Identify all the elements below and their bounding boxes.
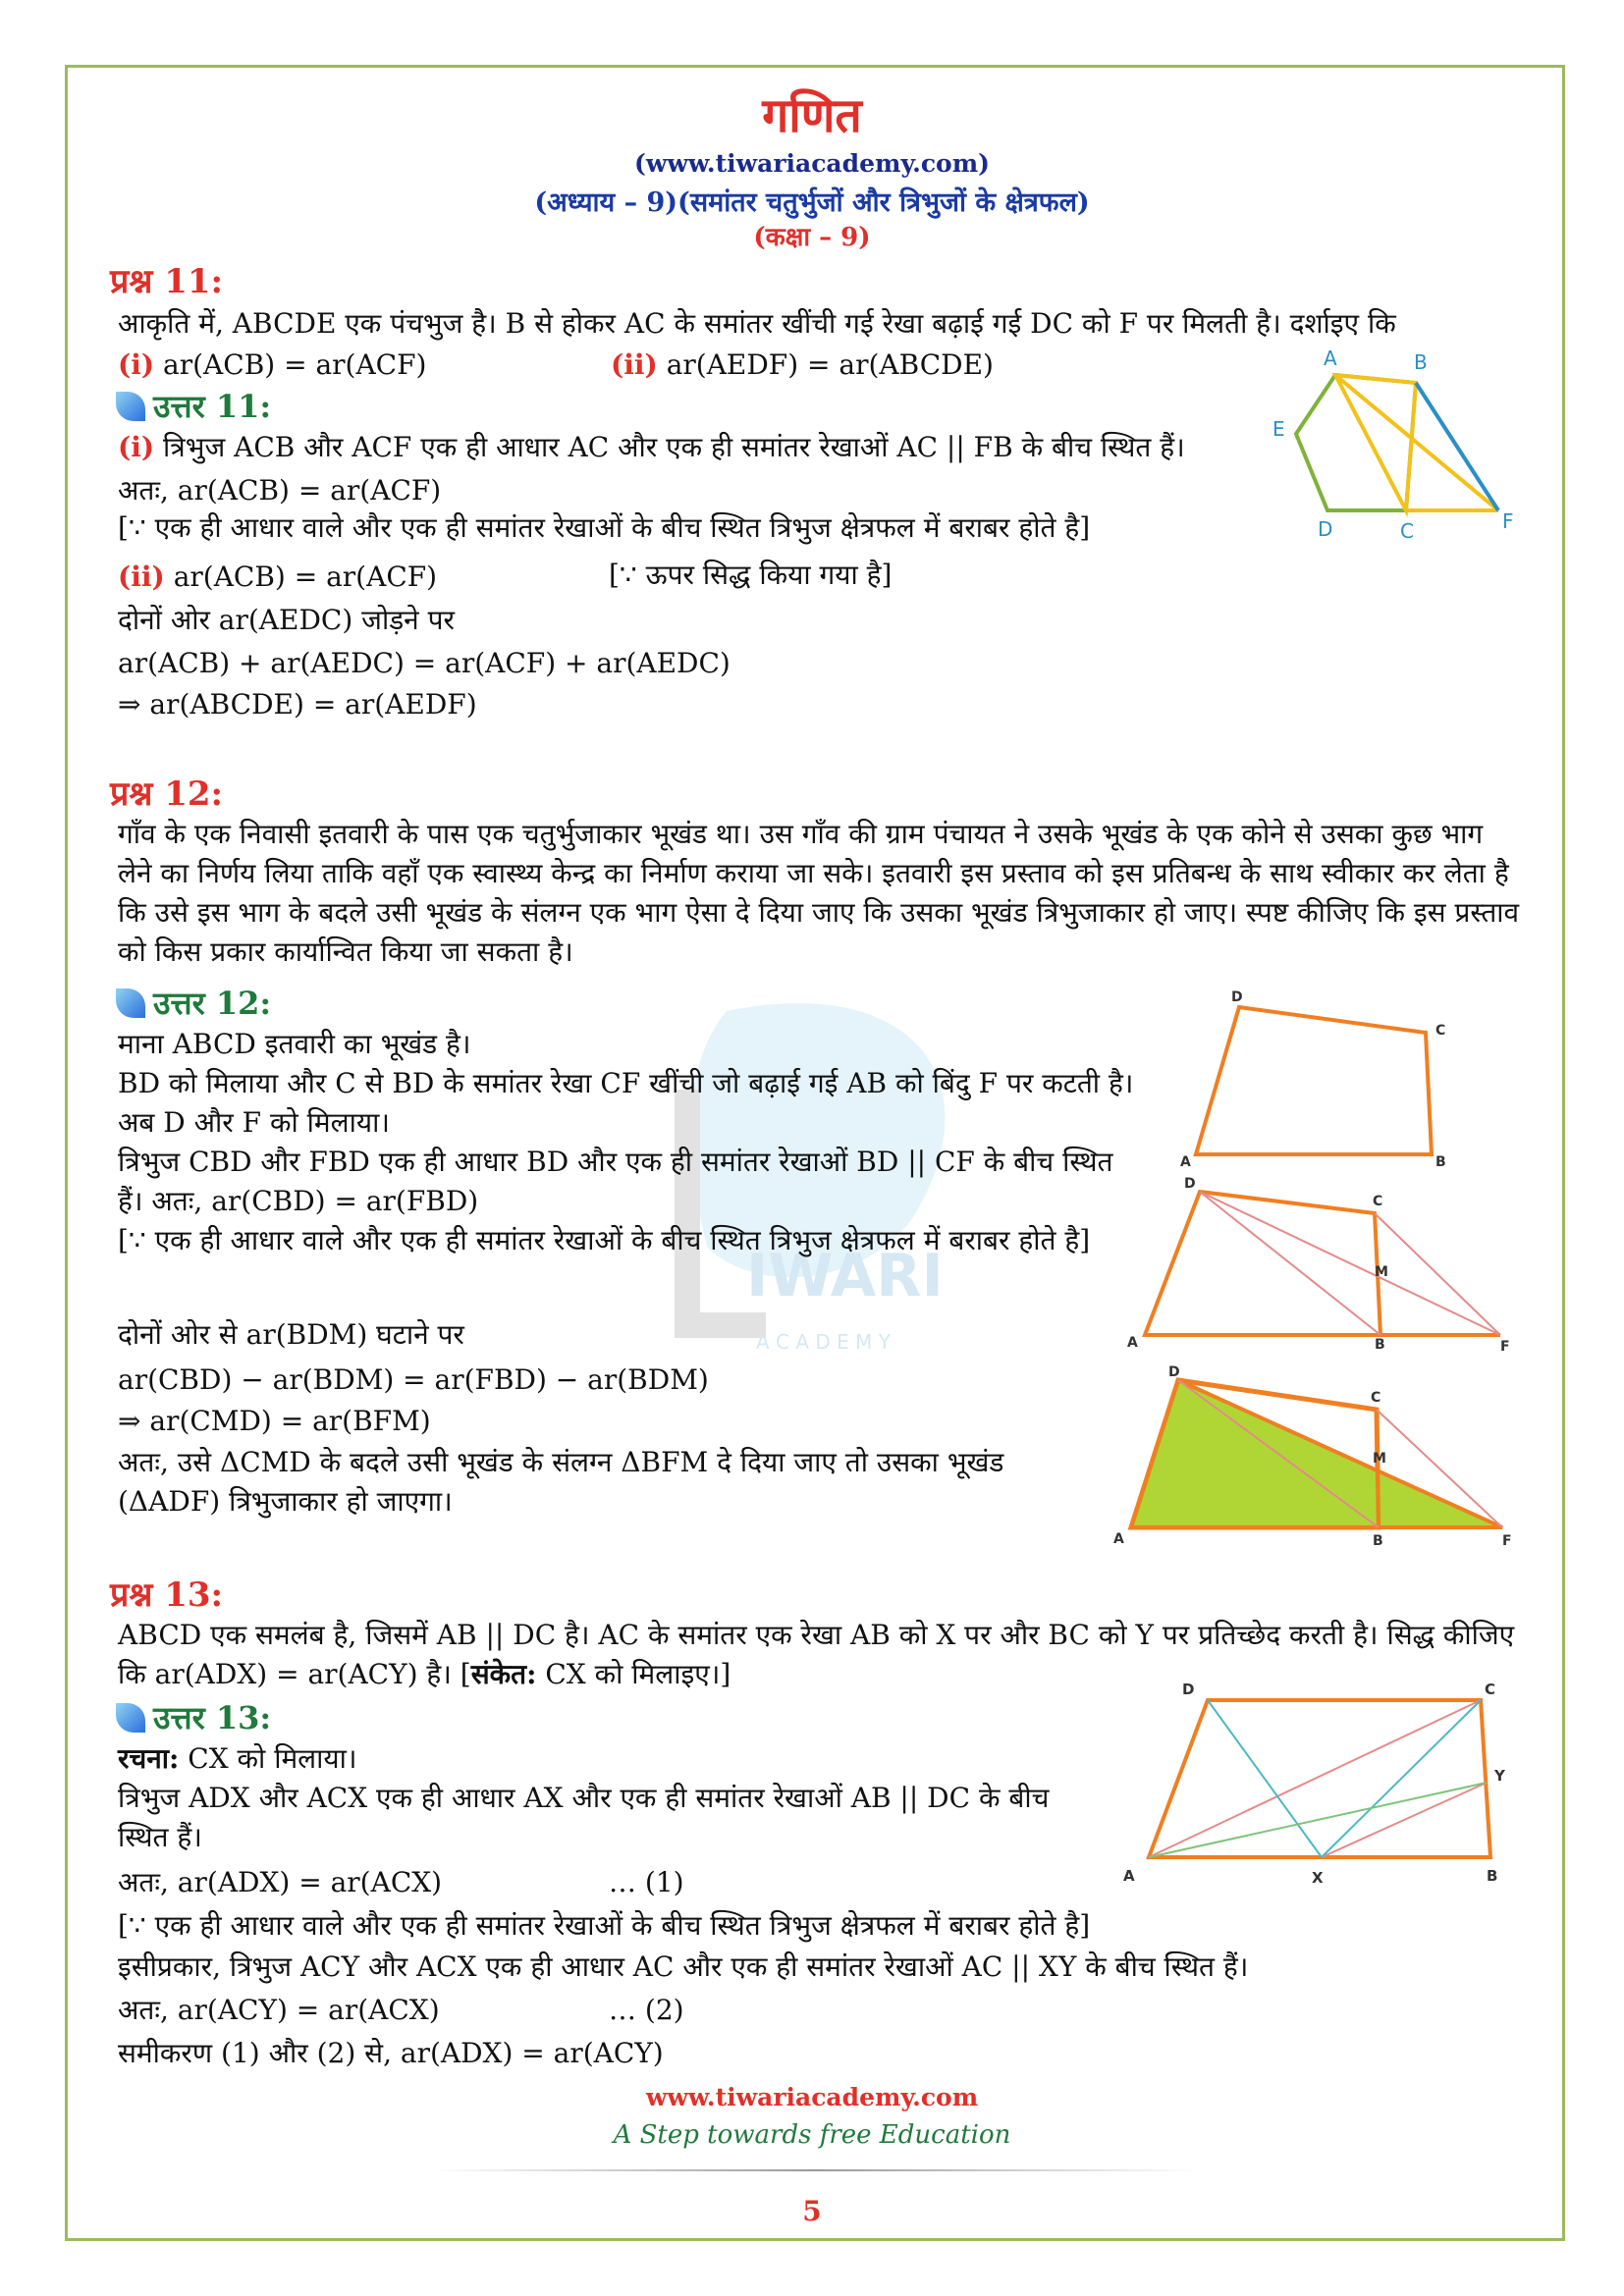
fig12c-label-m: M (1373, 1451, 1386, 1467)
a11-line-4 (118, 558, 437, 597)
q13-text-b: CX को मिलाइए।] (536, 1658, 731, 1690)
a11-line-6: ar(ACB) + ar(AEDC) = ar(ACF) + ar(AEDC) (118, 647, 731, 679)
a13-line-6: अतः, ar(ACY) = ar(ACX) (118, 1994, 440, 2026)
a13-line-3: अतः, ar(ADX) = ar(ACX) (118, 1866, 443, 1898)
fig12a-label-a: A (1180, 1154, 1191, 1170)
a13-line-6-ref: … (2) (609, 1994, 684, 2026)
fig12c-label-f: F (1502, 1533, 1512, 1549)
a13-construction-text: CX को मिलाया। (179, 1742, 357, 1775)
q13-hint-label: संकेत: (470, 1658, 537, 1690)
a12-line-5: दोनों ओर से ar(BDM) घटाने पर (118, 1318, 464, 1351)
fig11-label-e: E (1272, 417, 1285, 441)
fig12b-label-b: B (1375, 1337, 1385, 1351)
a13-line-3-ref: … (1) (609, 1866, 684, 1898)
a11-line-1-text: त्रिभुज ACB और ACF एक ही आधार AC और एक ही समांतर रेखाओं AC || FB के बीच स्थित हैं। (163, 431, 1185, 463)
a12-line-4: [∵ एक ही आधार वाले और एक ही समांतर रेखाओं के बीच स्थित त्रिभुज क्षेत्रफल में बराबर होते है] (118, 1224, 1091, 1256)
q11-part-ii (611, 346, 994, 385)
watermark-subtext: A C A D E M Y (756, 1330, 891, 1354)
a11-line-5: दोनों ओर ar(AEDC) जोड़ने पर (118, 604, 455, 636)
fig13-label-c: C (1485, 1681, 1496, 1698)
fig11-label-a: A (1324, 347, 1337, 370)
watermark-text: IWARI (746, 1242, 944, 1310)
a12-line-1: माना ABCD इतवारी का भूखंड है। (118, 1028, 471, 1060)
fig12c-label-a: A (1113, 1531, 1124, 1547)
footer-website: www.tiwariacademy.com (645, 2083, 979, 2111)
fig12a-label-b: B (1435, 1154, 1446, 1170)
footer-tagline: A Step towards free Education (613, 2120, 1011, 2150)
a11-line-4-label: (ii) (118, 561, 165, 593)
a12-line-8: अतः, उसे ΔCMD के बदले उसी भूखंड के संलग्न ΔBFM दे दिया जाए तो उसका भूखंड (ΔADF) त्रिभुजाकार हो जाएगा। (118, 1446, 1004, 1518)
figure-quadrilateral-abcd (1174, 986, 1469, 1172)
a11-line-1 (118, 428, 1185, 467)
fig11-label-f: F (1502, 509, 1514, 533)
a13-construction-label: रचना: (118, 1742, 180, 1775)
a13-line-5: इसीप्रकार, त्रिभुज ACY और ACX एक ही आधार AC और एक ही समांतर रेखाओं AC || XY के बीच स्थित हैं। (118, 1950, 1249, 1983)
fig11-label-c: C (1400, 519, 1414, 542)
fig12c-label-c: C (1371, 1390, 1381, 1406)
leaf-icon (116, 988, 145, 1018)
a12-line-3: त्रिभुज CBD और FBD एक ही आधार BD और एक ही समांतर रेखाओं BD || CF के बीच स्थित हैं। अतः, ar(CBD) = ar(FBD) (118, 1146, 1113, 1217)
a11-line-7: ⇒ ar(ABCDE) = ar(AEDF) (118, 688, 477, 721)
a11-line-2: अतः, ar(ACB) = ar(ACF) (118, 474, 442, 507)
a11-line-4-text: ar(ACB) = ar(ACF) (173, 561, 438, 593)
chapter-title: (अध्याय – 9)(समांतर चतुर्भुजों और त्रिभुजों के क्षेत्रफल) (534, 187, 1090, 218)
q11-heading: प्रश्न 11: (110, 262, 224, 301)
fig11-label-b: B (1414, 350, 1428, 374)
a11-heading-text: उत्तर 11: (153, 388, 272, 425)
fig13-label-a: A (1123, 1867, 1135, 1885)
q11-part-ii-label: (ii) (611, 348, 658, 381)
leaf-icon (116, 392, 145, 421)
fig12a-label-c: C (1435, 1023, 1446, 1039)
a13-heading-text: उत्तर 13: (153, 1699, 272, 1736)
fig13-label-x: X (1312, 1869, 1324, 1887)
fig12c-label-b: B (1373, 1533, 1383, 1549)
a13-heading (116, 1696, 271, 1738)
a11-line-1-label: (i) (118, 431, 155, 463)
page-number: 5 (802, 2195, 822, 2227)
subject-title: गणित (762, 88, 862, 143)
fig13-label-b: B (1487, 1867, 1498, 1885)
q11-part-ii-text: ar(AEDF) = ar(ABCDE) (666, 348, 994, 381)
a11-line-3: [∵ एक ही आधार वाले और एक ही समांतर रेखाओं के बीच स्थित त्रिभुज क्षेत्रफल में बराबर होते है] (118, 511, 1091, 544)
q11-part-i-label: (i) (118, 348, 155, 381)
a13-line-2: त्रिभुज ADX और ACX एक ही आधार AX और एक ही समांतर रेखाओं AB || DC के बीच स्थित हैं। (118, 1782, 1050, 1853)
fig13-label-y: Y (1494, 1767, 1505, 1785)
q12-text: गाँव के एक निवासी इतवारी के पास एक चतुर्भुजाकार भूखंड था। उस गाँव की ग्राम पंचायत ने उसके भूखंड के एक कोने से उसका कुछ भाग लेने का निर्णय लिया ताकि वहाँ एक स्वास्थ्य केन्द्र का निर्माण कराया जा सके। इतवारी इस प्रस्ताव को इस प्रतिबन्ध के साथ स्वीकार कर लेता है कि उसे इस भाग के बदले उसी भूखंड के संलग्न एक भाग ऐसा दे दिया जाए कि उसका भूखंड त्रिभुजाकार हो जाए। स्पष्ट कीजिए कि इस प्रस्ताव को किस प्रकार कार्यान्वित किया जा सकता है। (118, 818, 1520, 968)
a12-line-7: ⇒ ar(CMD) = ar(BFM) (118, 1405, 431, 1437)
class-label: (कक्षा – 9) (753, 223, 871, 252)
fig12b-label-a: A (1127, 1335, 1138, 1351)
footer-divider (432, 2169, 1198, 2171)
q11-part-i (118, 346, 426, 385)
fig13-label-d: D (1182, 1681, 1195, 1698)
figure-triangle-adf (1104, 1359, 1526, 1555)
fig12a-label-d: D (1231, 989, 1243, 1005)
q13-text-a: ABCD एक समलंब है, जिसमें AB || DC है। AC के समांतर एक रेखा AB को X पर और BC को Y पर प्रतिच्छेद करती है। सिद्ध कीजिए कि ar(ADX) = ar(ACY) है। [ (118, 1619, 1515, 1690)
a13-line-7: समीकरण (1) और (2) से, ar(ADX) = ar(ACY) (118, 2037, 664, 2069)
a11-line-4-reason: [∵ ऊपर सिद्ध किया गया है] (609, 559, 893, 591)
a12-line-2: BD को मिलाया और C से BD के समांतर रेखा CF खींची जो बढ़ाई गई AB को बिंदु F पर कटती है। अब D और F को मिलाया। (118, 1067, 1134, 1139)
a13-line-1 (118, 1739, 357, 1779)
fig12b-label-f: F (1500, 1339, 1510, 1351)
fig12b-label-m: M (1375, 1264, 1388, 1280)
figure-quadrilateral-construction (1123, 1174, 1516, 1351)
q11-part-i-text: ar(ACB) = ar(ACF) (163, 348, 427, 381)
fig12b-label-d: D (1184, 1176, 1196, 1192)
a12-line-6: ar(CBD) − ar(BDM) = ar(FBD) − ar(BDM) (118, 1363, 709, 1396)
a12-heading (116, 982, 271, 1024)
fig11-label-d: D (1318, 517, 1333, 541)
a13-line-4: [∵ एक ही आधार वाले और एक ही समांतर रेखाओं के बीच स्थित त्रिभुज क्षेत्रफल में बराबर होते है] (118, 1909, 1091, 1942)
fig12c-label-d: D (1168, 1364, 1180, 1380)
a11-heading (116, 385, 271, 427)
a12-heading-text: उत्तर 12: (153, 985, 272, 1022)
fig12b-label-c: C (1373, 1194, 1383, 1209)
q12-heading: प्रश्न 12: (110, 774, 224, 814)
figure-pentagon-abcde (1267, 346, 1532, 542)
q11-text: आकृति में, ABCDE एक पंचभुज है। B से होकर AC के समांतर खींची गई रेखा बढ़ाई गई DC को F पर मिलती है। दर्शाइए कि (118, 307, 1396, 340)
q13-heading: प्रश्न 13: (110, 1575, 224, 1615)
leaf-icon (116, 1703, 145, 1733)
figure-trapezium-abcd (1117, 1675, 1520, 1900)
header-website: (www.tiwariacademy.com) (633, 149, 990, 178)
